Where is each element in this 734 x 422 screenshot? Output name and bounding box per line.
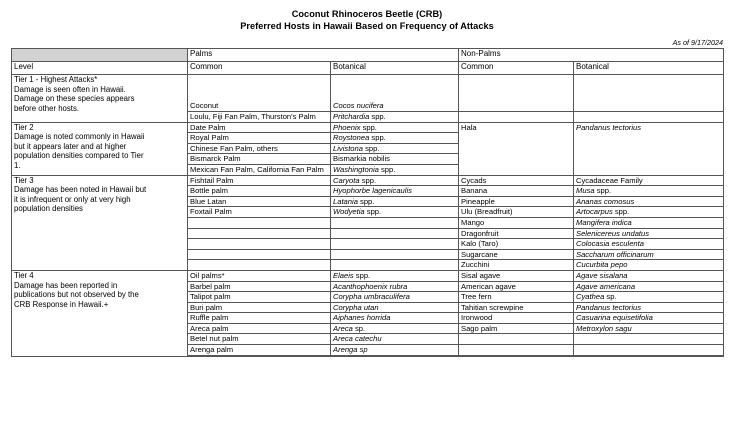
palm-botanical-cell: Areca sp. — [331, 323, 459, 334]
document-title — [0, 0, 734, 32]
palm-common-cell: Betel nut palm — [188, 334, 331, 345]
palm-common-cell: Chinese Fan Palm, others — [188, 143, 331, 154]
tier-label-tier-4: Tier 4 Damage has been reported in publications but not observed by the CRB Response in Hawaii.+ — [12, 270, 188, 356]
nonpalm-common-cell: Pineapple — [459, 196, 574, 207]
palm-botanical-cell: Caryota spp. — [331, 175, 459, 186]
nonpalm-common-cell — [459, 345, 574, 356]
palm-common-cell: Bismarck Palm — [188, 154, 331, 165]
palm-botanical-cell — [331, 355, 459, 356]
palm-common-cell: Date Palm — [188, 122, 331, 133]
nonpalm-botanical-cell — [574, 334, 724, 345]
palm-common-cell — [188, 260, 331, 271]
palm-botanical-cell: Phoenix spp. — [331, 122, 459, 133]
as-of-date: As of 9/17/2024 — [672, 38, 723, 47]
tier-label-tier-3: Tier 3 Damage has been noted in Hawaii but it is infrequent or only at very high population densities — [12, 175, 188, 270]
palm-botanical-cell: Hyophorbe lagenicaulis — [331, 186, 459, 197]
nonpalm-common-cell: Ironwood — [459, 313, 574, 324]
nonpalm-common-cell: American agave — [459, 281, 574, 292]
col-header-palms-botanical: Botanical — [331, 62, 459, 75]
nonpalm-common-cell — [459, 112, 574, 123]
palm-common-cell: Mexican Fan Palm, California Fan Palm — [188, 164, 331, 175]
palm-common-cell: Loulu, Fiji Fan Palm, Thurston's Palm — [188, 112, 331, 123]
table-row — [12, 270, 724, 281]
nonpalm-common-cell: Dragonfruit — [459, 228, 574, 239]
palm-botanical-cell — [331, 228, 459, 239]
palm-botanical-cell: Pritchardia spp. — [331, 112, 459, 123]
table-row — [12, 175, 724, 186]
nonpalm-common-cell: Kalo (Taro) — [459, 239, 574, 250]
nonpalm-common-cell: Mango — [459, 217, 574, 228]
group-header-palms: Palms — [188, 49, 459, 62]
palm-botanical-cell — [331, 260, 459, 271]
col-header-nonpalms-common: Common — [459, 62, 574, 75]
nonpalm-botanical-cell — [574, 75, 724, 112]
palm-botanical-cell: Roystonea spp. — [331, 133, 459, 144]
nonpalm-common-cell: Ulu (Breadfruit) — [459, 207, 574, 218]
column-header-row — [12, 62, 724, 75]
palm-common-cell: Ruffle palm — [188, 313, 331, 324]
palm-botanical-cell: Aiphanes horrida — [331, 313, 459, 324]
palm-botanical-cell: Washingtonia spp. — [331, 164, 459, 175]
nonpalm-botanical-cell: Cycadaceae Family — [574, 175, 724, 186]
nonpalm-common-cell: Sago palm — [459, 323, 574, 334]
col-header-level: Level — [12, 62, 188, 75]
palm-botanical-cell: Corypha umbraculifera — [331, 292, 459, 303]
tier-label-tier-1: Tier 1 - Highest Attacks* Damage is seen often in Hawaii. Damage on these species appears before other hosts. — [12, 75, 188, 123]
table-row — [12, 122, 724, 133]
palm-common-cell — [188, 228, 331, 239]
group-header-non-palms: Non-Palms — [459, 49, 724, 62]
nonpalm-common-cell: Tree fern — [459, 292, 574, 303]
title-line-2: Preferred Hosts in Hawaii Based on Frequency of Attacks — [240, 20, 494, 31]
nonpalm-botanical-cell: Pandanus tectorius — [574, 122, 724, 175]
palm-common-cell: Coconut — [188, 75, 331, 112]
palm-common-cell — [188, 217, 331, 228]
palm-botanical-cell — [331, 239, 459, 250]
nonpalm-botanical-cell: Musa spp. — [574, 186, 724, 197]
palm-common-cell: Bottle palm — [188, 186, 331, 197]
nonpalm-botanical-cell: Cucurbita pepo — [574, 260, 724, 271]
palm-common-cell: Areca palm — [188, 323, 331, 334]
palm-botanical-cell: Arenga sp — [331, 345, 459, 356]
palm-botanical-cell: Areca catechu — [331, 334, 459, 345]
palm-botanical-cell: Livistona spp. — [331, 143, 459, 154]
palm-common-cell: Buri palm — [188, 302, 331, 313]
palm-common-cell: Barbel palm — [188, 281, 331, 292]
palm-botanical-cell: Elaeis spp. — [331, 270, 459, 281]
palm-botanical-cell: Cocos nucifera — [331, 75, 459, 112]
col-header-palms-common: Common — [188, 62, 331, 75]
nonpalm-common-cell: Cycads — [459, 175, 574, 186]
nonpalm-common-cell: Sugarcane — [459, 249, 574, 260]
crb-host-table — [11, 48, 724, 357]
nonpalm-botanical-cell: Metroxylon sagu — [574, 323, 724, 334]
nonpalm-botanical-cell: Agave americana — [574, 281, 724, 292]
palm-common-cell — [188, 355, 331, 356]
palm-botanical-cell — [331, 249, 459, 260]
palm-botanical-cell: Wodyetia spp. — [331, 207, 459, 218]
tier-label-tier-2: Tier 2 Damage is noted commonly in Hawaii but it appears later and at higher population densities compared to Tier 1. — [12, 122, 188, 175]
nonpalm-common-cell: Sisal agave — [459, 270, 574, 281]
palm-common-cell: Oil palms* — [188, 270, 331, 281]
nonpalm-botanical-cell — [574, 112, 724, 123]
palm-common-cell: Foxtail Palm — [188, 207, 331, 218]
nonpalm-botanical-cell: Pandanus tectorius — [574, 302, 724, 313]
nonpalm-botanical-cell: Ananas comosus — [574, 196, 724, 207]
nonpalm-botanical-cell: Artocarpus spp. — [574, 207, 724, 218]
palm-common-cell: Talipot palm — [188, 292, 331, 303]
nonpalm-common-cell: Hala — [459, 122, 574, 175]
palm-botanical-cell: Latania spp. — [331, 196, 459, 207]
group-header-blank — [12, 49, 188, 62]
palm-botanical-cell: Bismarkia nobilis — [331, 154, 459, 165]
palm-common-cell — [188, 239, 331, 250]
nonpalm-common-cell — [459, 355, 574, 356]
nonpalm-botanical-cell — [574, 355, 724, 356]
palm-botanical-cell: Corypha utan — [331, 302, 459, 313]
palm-botanical-cell — [331, 217, 459, 228]
col-header-nonpalms-botanical: Botanical — [574, 62, 724, 75]
nonpalm-botanical-cell: Agave sisalana — [574, 270, 724, 281]
title-line-1: Coconut Rhinoceros Beetle (CRB) — [291, 9, 443, 19]
nonpalm-common-cell — [459, 334, 574, 345]
nonpalm-botanical-cell: Casuarina equisetifolia — [574, 313, 724, 324]
nonpalm-common-cell: Zucchini — [459, 260, 574, 271]
nonpalm-botanical-cell — [574, 345, 724, 356]
nonpalm-botanical-cell: Saccharum officinarum — [574, 249, 724, 260]
nonpalm-botanical-cell: Mangifera indica — [574, 217, 724, 228]
nonpalm-common-cell: Tahitian screwpine — [459, 302, 574, 313]
palm-common-cell — [188, 249, 331, 260]
nonpalm-botanical-cell: Colocasia esculenta — [574, 239, 724, 250]
nonpalm-common-cell — [459, 75, 574, 112]
palm-common-cell: Arenga palm — [188, 345, 331, 356]
table-row — [12, 75, 724, 112]
nonpalm-botanical-cell: Selenicereus undatus — [574, 228, 724, 239]
table-body — [12, 49, 724, 357]
group-header-row — [12, 49, 724, 62]
palm-botanical-cell: Acanthophoenix rubra — [331, 281, 459, 292]
nonpalm-botanical-cell: Cyathea sp. — [574, 292, 724, 303]
palm-common-cell: Blue Latan — [188, 196, 331, 207]
palm-common-cell: Fishtail Palm — [188, 175, 331, 186]
nonpalm-common-cell: Banana — [459, 186, 574, 197]
palm-common-cell: Royal Palm — [188, 133, 331, 144]
